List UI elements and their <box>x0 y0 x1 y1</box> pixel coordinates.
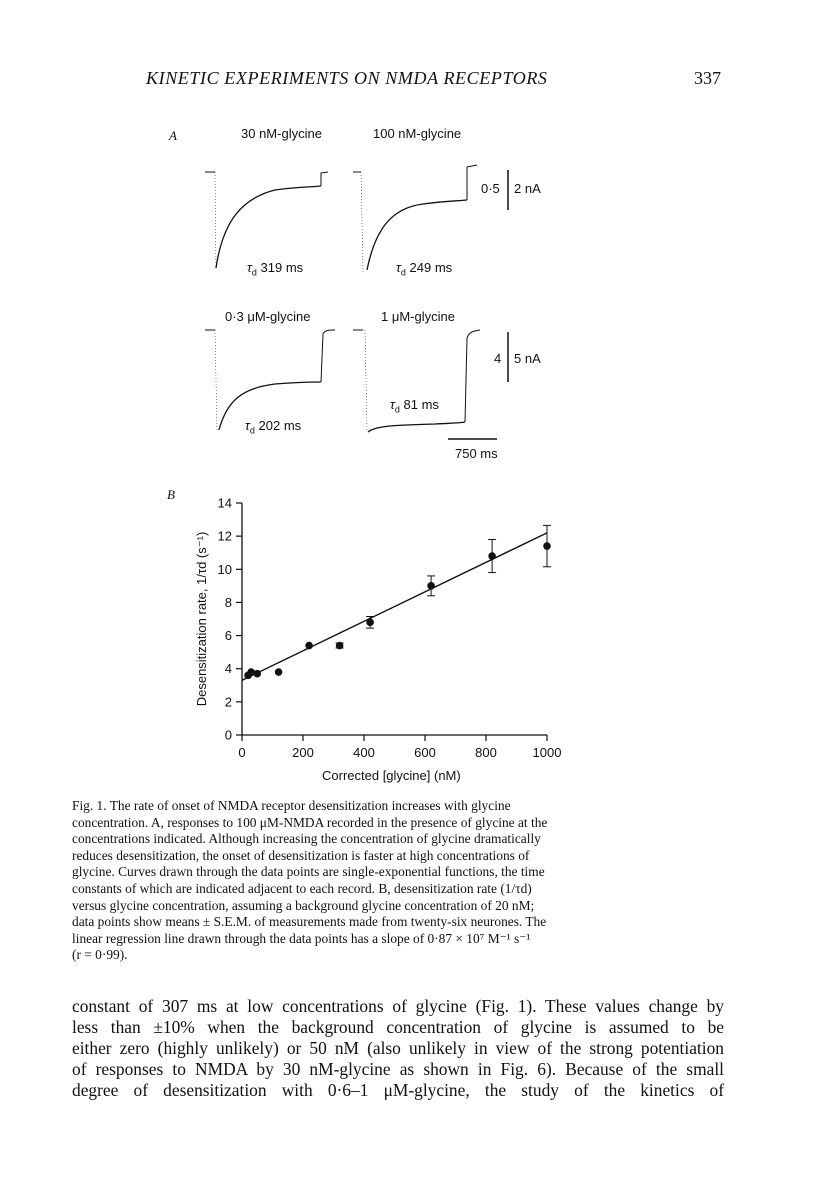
y-tick-label: 6 <box>224 628 232 644</box>
panel-a-traces <box>195 160 555 460</box>
data-point <box>488 552 496 560</box>
caption-line: (r = 0·99). <box>72 947 128 963</box>
scale-top-right-value: 2 nA <box>514 181 541 196</box>
body-line: either zero (highly unlikely) or 50 nM (also unlikely in view of the strong potentiation <box>72 1038 724 1058</box>
y-tick-label: 0 <box>224 727 232 743</box>
figure-caption <box>72 798 726 964</box>
caption-line: constants of which are indicated adjacent to each record. B, desensitization rate (1/τd) <box>72 880 532 896</box>
trace-2-current <box>353 165 477 272</box>
trace-1-tau: $\tau_d$ 319 ms <box>247 260 304 278</box>
caption-line: concentrations indicated. Although increasing the concentration of glycine dramatically <box>72 831 541 847</box>
x-tick-label: 400 <box>353 745 375 760</box>
y-tick-label: 14 <box>217 495 232 511</box>
trace-3-current <box>205 330 335 430</box>
trace-4-tau: $\tau_d$ 81 ms <box>390 397 439 415</box>
x-tick-label: 600 <box>414 745 436 760</box>
y-tick-label: 12 <box>217 528 232 544</box>
chart-x-axis-label: Corrected [glycine] (nM) <box>322 768 461 783</box>
panel-a-label: A <box>169 128 177 143</box>
trace-1-title: 30 nM-glycine <box>241 126 322 141</box>
data-point <box>275 668 283 676</box>
x-tick-label: 800 <box>475 745 497 760</box>
data-point <box>366 619 374 627</box>
data-point <box>336 642 344 650</box>
data-point <box>253 670 261 678</box>
caption-line: linear regression line drawn through the data points has a slope of 0·87 × 10⁷ M⁻¹ s⁻¹ <box>72 930 531 946</box>
data-point <box>427 582 435 590</box>
body-paragraph <box>72 996 724 1101</box>
trace-3-title: 0·3 μM-glycine <box>225 309 311 324</box>
data-point <box>543 542 551 550</box>
trace-2-tau: $\tau_d$ 249 ms <box>396 260 453 278</box>
body-line: constant of 307 ms at low concentrations of glycine (Fig. 1). These values change by <box>72 996 724 1016</box>
trace-3-tau: $\tau_d$ 202 ms <box>245 418 302 436</box>
y-tick-label: 8 <box>224 594 232 610</box>
body-line: of responses to NMDA by 30 nM-glycine as shown in Fig. 6). Because of the small <box>72 1059 724 1079</box>
caption-line: versus glycine concentration, assuming a background glycine concentration of 20 nM; <box>72 897 535 913</box>
page-number: 337 <box>694 68 721 88</box>
caption-line: reduces desensitization, the onset of desensitization is faster at high concentrations of <box>72 847 530 863</box>
trace-4-current <box>353 330 480 432</box>
regression-line <box>242 533 547 680</box>
x-tick-label: 200 <box>292 745 314 760</box>
y-tick-label: 4 <box>224 661 232 677</box>
desensitization-rate-chart <box>180 495 580 795</box>
x-tick-label: 1000 <box>532 745 562 760</box>
scale-bottom-right-value: 5 nA <box>514 351 541 366</box>
y-tick-label: 10 <box>217 561 232 577</box>
body-line: degree of desensitization with 0·6–1 μM-glycine, the study of the kinetics of <box>72 1080 724 1100</box>
body-line: less than ±10% when the background concentration of glycine is assumed to be <box>72 1017 724 1037</box>
caption-line: concentration. A, responses to 100 μM-NMDA recorded in the presence of glycine at the <box>72 814 548 830</box>
data-point <box>305 642 313 650</box>
scale-top-left-value: 0·5 <box>481 181 500 196</box>
x-tick-label: 0 <box>238 745 246 760</box>
running-title: KINETIC EXPERIMENTS ON NMDA RECEPTORS <box>146 68 548 88</box>
y-tick-label: 2 <box>224 694 232 710</box>
caption-line: glycine. Curves drawn through the data points are single-exponential functions, the time <box>72 864 545 880</box>
panel-b-label: B <box>167 487 175 502</box>
trace-1-current <box>205 172 328 268</box>
trace-4-title: 1 μM-glycine <box>381 309 455 324</box>
caption-line: Fig. 1. The rate of onset of NMDA receptor desensitization increases with glycine <box>72 798 511 813</box>
trace-2-title: 100 nM-glycine <box>373 126 462 141</box>
time-scale-label: 750 ms <box>455 446 498 461</box>
scale-bottom-left-value: 4 <box>494 351 502 366</box>
caption-line: data points show means ± S.E.M. of measurements made from twenty-six neurones. The <box>72 914 547 930</box>
y-axis-label: Desensitization rate, 1/τd (s⁻¹) <box>194 531 209 707</box>
